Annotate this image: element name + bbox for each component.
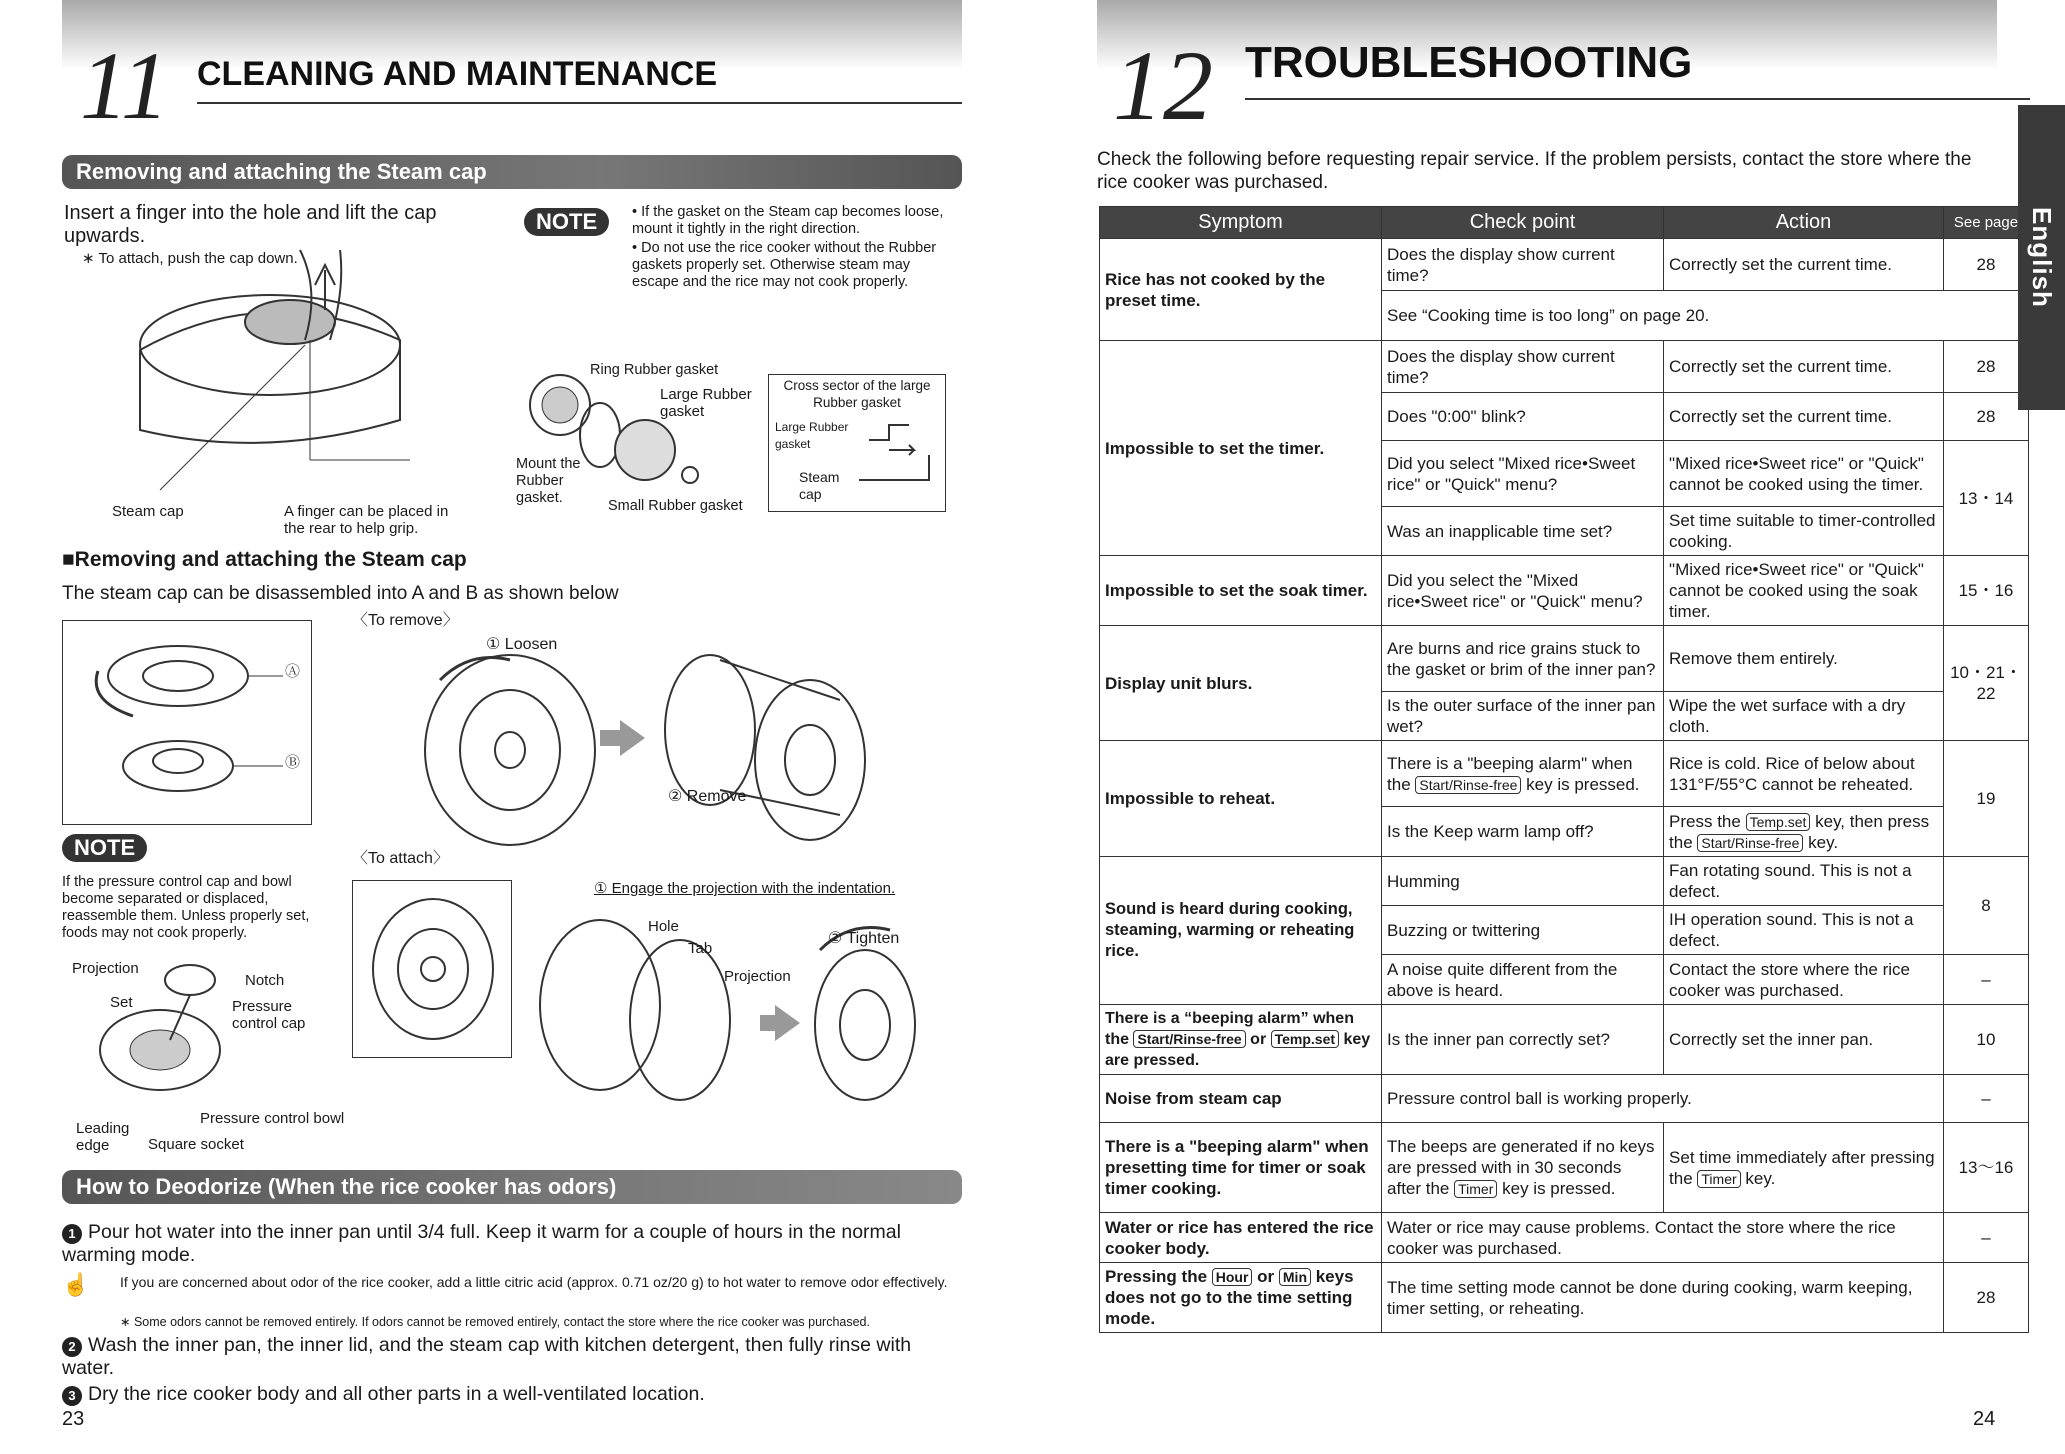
symptom-cell [1100, 1263, 1382, 1333]
action-text: key. [1740, 1168, 1776, 1188]
label-tab: Tab [688, 940, 713, 957]
check-cell [1382, 1123, 1664, 1213]
page-cell: 28 [1943, 341, 2028, 393]
action-cell: Fan rotating sound. This is not a defect. [1664, 857, 1944, 906]
chapter-number: 11 [80, 32, 169, 139]
chapter-title: CLEANING AND MAINTENANCE [197, 55, 718, 93]
header-see-page: See page [1943, 207, 2028, 239]
bowl-projection: Projection [72, 960, 139, 977]
cross-section-diagram [849, 420, 939, 500]
step-1-marker: 1 [62, 1224, 82, 1244]
table-row [1100, 556, 2029, 626]
symptom-cell: Rice has not cooked by the preset time. [1100, 239, 1382, 341]
action-cell: Correctly set the inner pan. [1664, 1005, 1944, 1075]
symptom-text: keys does not go to the time setting mode. [1105, 1267, 1354, 1328]
action-cell: "Mixed rice•Sweet rice" or "Quick" cannot be cooked using the soak timer. [1664, 556, 1944, 626]
action-cell: Set time suitable to timer-controlled cooking. [1664, 507, 1944, 556]
page-cell: – [1943, 1213, 2028, 1263]
check-text: key is pressed. [1497, 1179, 1616, 1198]
step-1-text: Pour hot water into the inner pan until 3/4 full. Keep it warm for a couple of hours in the normal warming mode. [62, 1221, 901, 1266]
page-cell: – [1943, 955, 2028, 1005]
table-row [1100, 741, 2029, 807]
temp-set-key: Temp.set [1271, 1030, 1339, 1048]
title-rule [197, 102, 962, 104]
bowl-notch: Notch [245, 972, 285, 989]
start-rinse-free-key: Start/Rinse-free [1697, 834, 1803, 852]
symptom-cell: Impossible to set the timer. [1100, 341, 1382, 556]
rice-cooker-illustration [100, 230, 430, 520]
label-small-gasket: Small Rubber gasket [608, 498, 743, 514]
check-text: key is pressed. [1521, 774, 1640, 794]
action-cell [1664, 807, 1944, 857]
right-page [1033, 0, 2065, 1454]
check-cell: Is the outer surface of the inner pan wet? [1382, 692, 1664, 741]
table-header [1100, 207, 2029, 239]
check-text: There is a "beeping alarm" when the [1387, 753, 1633, 794]
header-action: Action [1664, 207, 1944, 239]
note-bullet-2: • Do not use the rice cooker without the Rubber gaskets properly set. Otherwise steam may escape and the rice may not cook properly. [632, 240, 937, 290]
symptom-cell: Sound is heard during cooking, steaming, warming or reheating rice. [1100, 857, 1382, 1005]
symptom-text: or [1252, 1267, 1279, 1286]
check-cell: Water or rice may cause problems. Contact the store where the rice cooker was purchased. [1382, 1213, 1944, 1263]
table-row [1100, 857, 2029, 906]
check-cell: Was an inapplicable time set? [1382, 507, 1664, 556]
label-projection: Projection [724, 968, 791, 985]
check-cell: Are burns and rice grains stuck to the gasket or brim of the inner pan? [1382, 626, 1664, 692]
bowl-pressure-bowl: Pressure control bowl [200, 1110, 345, 1127]
action-text: Press the [1669, 811, 1746, 831]
action-cell: "Mixed rice•Sweet rice" or "Quick" cannot be cooked using the timer. [1664, 441, 1944, 507]
symptom-text: or [1245, 1031, 1271, 1048]
timer-key: Timer [1454, 1180, 1497, 1198]
header-symptom: Symptom [1100, 207, 1382, 239]
page-cell: 28 [1943, 393, 2028, 441]
page-number-right: 24 [1973, 1408, 1996, 1430]
symptom-cell: Impossible to reheat. [1100, 741, 1382, 857]
page-cell: 28 [1943, 239, 2028, 291]
temp-set-key: Temp.set [1746, 813, 1811, 831]
action-cell: Wipe the wet surface with a dry cloth. [1664, 692, 1944, 741]
check-cell: Did you select the "Mixed rice•Sweet rice" or "Quick" menu? [1382, 556, 1664, 626]
label-loosen: ① Loosen [486, 636, 558, 653]
action-cell: Correctly set the current time. [1664, 393, 1944, 441]
label-b: Ⓑ [285, 754, 301, 771]
note-bullet-1-text: If the gasket on the Steam cap becomes loose, mount it tightly in the right direction. [632, 204, 944, 237]
intro-text: Insert a finger into the hole and lift the cap upwards. [64, 202, 437, 247]
to-attach-label: 〈To attach〉 [352, 850, 449, 867]
step-1 [62, 1221, 967, 1267]
label-mount-gasket: Mount the Rubber gasket. [516, 456, 581, 506]
label-hole: Hole [648, 918, 679, 935]
symptom-cell: Noise from steam cap [1100, 1075, 1382, 1123]
action-cell [1664, 1123, 1944, 1213]
label-tighten: ② Tighten [828, 930, 900, 947]
symptom-cell: Display unit blurs. [1100, 626, 1382, 741]
page-number-left: 23 [62, 1408, 85, 1430]
tip-icon: ☝ [62, 1272, 90, 1297]
label-finger: A finger can be placed in the rear to help grip. [284, 503, 449, 537]
symptom-cell: There is a "beeping alarm" when presetting time for timer or soak timer cooking. [1100, 1123, 1382, 1213]
table-row [1100, 626, 2029, 692]
step-2-marker: 2 [62, 1337, 82, 1357]
chapter-number-right: 12 [1113, 30, 1213, 141]
section-bar-deodorize: How to Deodorize (When the rice cooker has odors) [62, 1170, 962, 1204]
left-page [0, 0, 1032, 1454]
page-cell: 10 [1943, 1005, 2028, 1075]
check-cell: Is the Keep warm lamp off? [1382, 807, 1664, 857]
check-cell: See “Cooking time is too long” on page 20. [1382, 291, 2029, 341]
action-text: key, then press the [1669, 811, 1930, 852]
check-cell [1382, 741, 1664, 807]
header-check-point: Check point [1382, 207, 1664, 239]
page-cell: 13～16 [1943, 1123, 2028, 1213]
label-cross-section: Cross sector of the large Rubber gasket [783, 378, 931, 410]
cap-parts-diagram [83, 631, 303, 821]
page-cell: 10・21・22 [1943, 626, 2028, 741]
section-bar-steam-cap: Removing and attaching the Steam cap [62, 155, 962, 189]
attach-cap-diagram [363, 891, 503, 1051]
action-cell: IH operation sound. This is not a defect. [1664, 906, 1944, 955]
timer-key: Timer [1697, 1170, 1740, 1188]
action-cell: Contact the store where the rice cooker was purchased. [1664, 955, 1944, 1005]
check-cell: The time setting mode cannot be done during cooking, warm keeping, timer setting, or reheating. [1382, 1263, 1944, 1333]
bowl-pressure-cap: Pressure control cap [232, 998, 306, 1032]
label-a: Ⓐ [285, 663, 301, 680]
check-cell: Did you select "Mixed rice•Sweet rice" or "Quick" menu? [1382, 441, 1664, 507]
chapter-title-right: TROUBLESHOOTING [1245, 38, 1693, 87]
min-key: Min [1279, 1268, 1311, 1286]
note-badge: NOTE [524, 208, 609, 236]
bowl-square-socket: Square socket [148, 1136, 244, 1153]
hour-key: Hour [1212, 1268, 1253, 1286]
check-cell: Does the display show current time? [1382, 239, 1664, 291]
table-row [1100, 1263, 2029, 1333]
start-rinse-free-key: Start/Rinse-free [1133, 1030, 1245, 1048]
check-cell: Humming [1382, 857, 1664, 906]
page-cell: 8 [1943, 857, 2028, 955]
page-cell: 19 [1943, 741, 2028, 857]
note2-text: If the pressure control cap and bowl become separated or displaced, reassemble them. Unless properly set, foods may not cook properly. [62, 874, 310, 941]
symptom-cell: Water or rice has entered the rice cooker body. [1100, 1213, 1382, 1263]
action-cell: Remove them entirely. [1664, 626, 1944, 692]
action-cell: Rice is cold. Rice of below about 131°F/55°C cannot be reheated. [1664, 741, 1944, 807]
table-row [1100, 1123, 2029, 1213]
page-cell: 13・14 [1943, 441, 2028, 556]
table-row [1100, 341, 2029, 393]
step-3-text: Dry the rice cooker body and all other parts in a well-ventilated location. [88, 1383, 705, 1405]
start-rinse-free-key: Start/Rinse-free [1415, 776, 1521, 794]
cap-parts-box [62, 620, 312, 825]
step-3-marker: 3 [62, 1386, 82, 1406]
symptom-text: key are pressed. [1105, 1031, 1371, 1069]
symptom-cell [1100, 1005, 1382, 1075]
troubleshooting-table [1099, 206, 2029, 1333]
table-row [1100, 239, 2029, 291]
note-bullet-1: • If the gasket on the Steam cap becomes loose, mount it tightly in the right direction. [632, 204, 944, 237]
remove-steps-diagram [400, 640, 990, 850]
action-cell: Correctly set the current time. [1664, 239, 1944, 291]
intro-text-right: Check the following before requesting repair service. If the problem persists, contact the store where the rice cooker was purchased. [1097, 149, 1972, 193]
check-cell: Pressure control ball is working properly. [1382, 1075, 1944, 1123]
action-text: key. [1803, 832, 1839, 852]
step-2 [62, 1334, 967, 1380]
label-remove: ② Remove [668, 788, 747, 805]
symptom-cell: Impossible to set the soak timer. [1100, 556, 1382, 626]
attach-box [352, 880, 512, 1058]
attach-hint: ∗ To attach, push the cap down. [82, 250, 298, 267]
check-cell: Does "0:00" blink? [1382, 393, 1664, 441]
check-cell: A noise quite different from the above is heard. [1382, 955, 1664, 1005]
tip-text: If you are concerned about odor of the rice cooker, add a little citric acid (approx. 0.71 oz/20 g) to hot water to remove odor effectively. [120, 1274, 948, 1290]
language-tab [2018, 105, 2065, 410]
check-cell: Is the inner pan correctly set? [1382, 1005, 1664, 1075]
table-row [1100, 1075, 2029, 1123]
page-cell: – [1943, 1075, 2028, 1123]
label-cross-steam: Steam cap [799, 469, 840, 502]
sub-heading: ■Removing and attaching the Steam cap [62, 548, 467, 571]
check-text: The beeps are generated if no keys are pressed with in 30 seconds after the [1387, 1137, 1655, 1198]
step-2-text: Wash the inner pan, the inner lid, and the steam cap with kitchen detergent, then fully rinse with water. [62, 1334, 912, 1379]
note2-badge: NOTE [62, 834, 147, 862]
label-engage: ① Engage the projection with the indentation. [594, 880, 896, 897]
page-cell: 28 [1943, 1263, 2028, 1333]
symptom-text: There is a “beeping alarm” when the [1105, 1010, 1354, 1048]
table-row [1100, 1213, 2029, 1263]
check-cell: Does the display show current time? [1382, 341, 1664, 393]
action-text: Set time immediately after pressing the [1669, 1147, 1935, 1188]
label-ring-gasket: Ring Rubber gasket [590, 362, 719, 378]
check-cell: Buzzing or twittering [1382, 906, 1664, 955]
label-steam-cap: Steam cap [112, 503, 184, 520]
page-cell: 15・16 [1943, 556, 2028, 626]
language-tab-label: English [2027, 207, 2057, 308]
bowl-leading-edge: Leading edge [76, 1120, 130, 1154]
label-cross-large: Large Rubber gasket [775, 420, 849, 451]
note-bullet-2-text: Do not use the rice cooker without the Rubber gaskets properly set. Otherwise steam may escape and the rice may not cook properly. [632, 240, 937, 290]
bowl-set: Set [110, 994, 133, 1011]
label-large-gasket: Large Rubber gasket [660, 386, 752, 420]
tip-note: ∗ Some odors cannot be removed entirely. If odors cannot be removed entirely, contact the store where the rice cooker was purchased. [120, 1315, 870, 1329]
to-remove-label: 〈To remove〉 [352, 612, 459, 629]
table-row [1100, 1005, 2029, 1075]
sub-text: The steam cap can be disassembled into A and B as shown below [62, 583, 619, 604]
step-3 [62, 1383, 967, 1406]
action-cell: Correctly set the current time. [1664, 341, 1944, 393]
cross-section-box [768, 374, 946, 512]
symptom-text: Pressing the [1105, 1267, 1212, 1286]
title-rule-right [1245, 98, 2030, 100]
